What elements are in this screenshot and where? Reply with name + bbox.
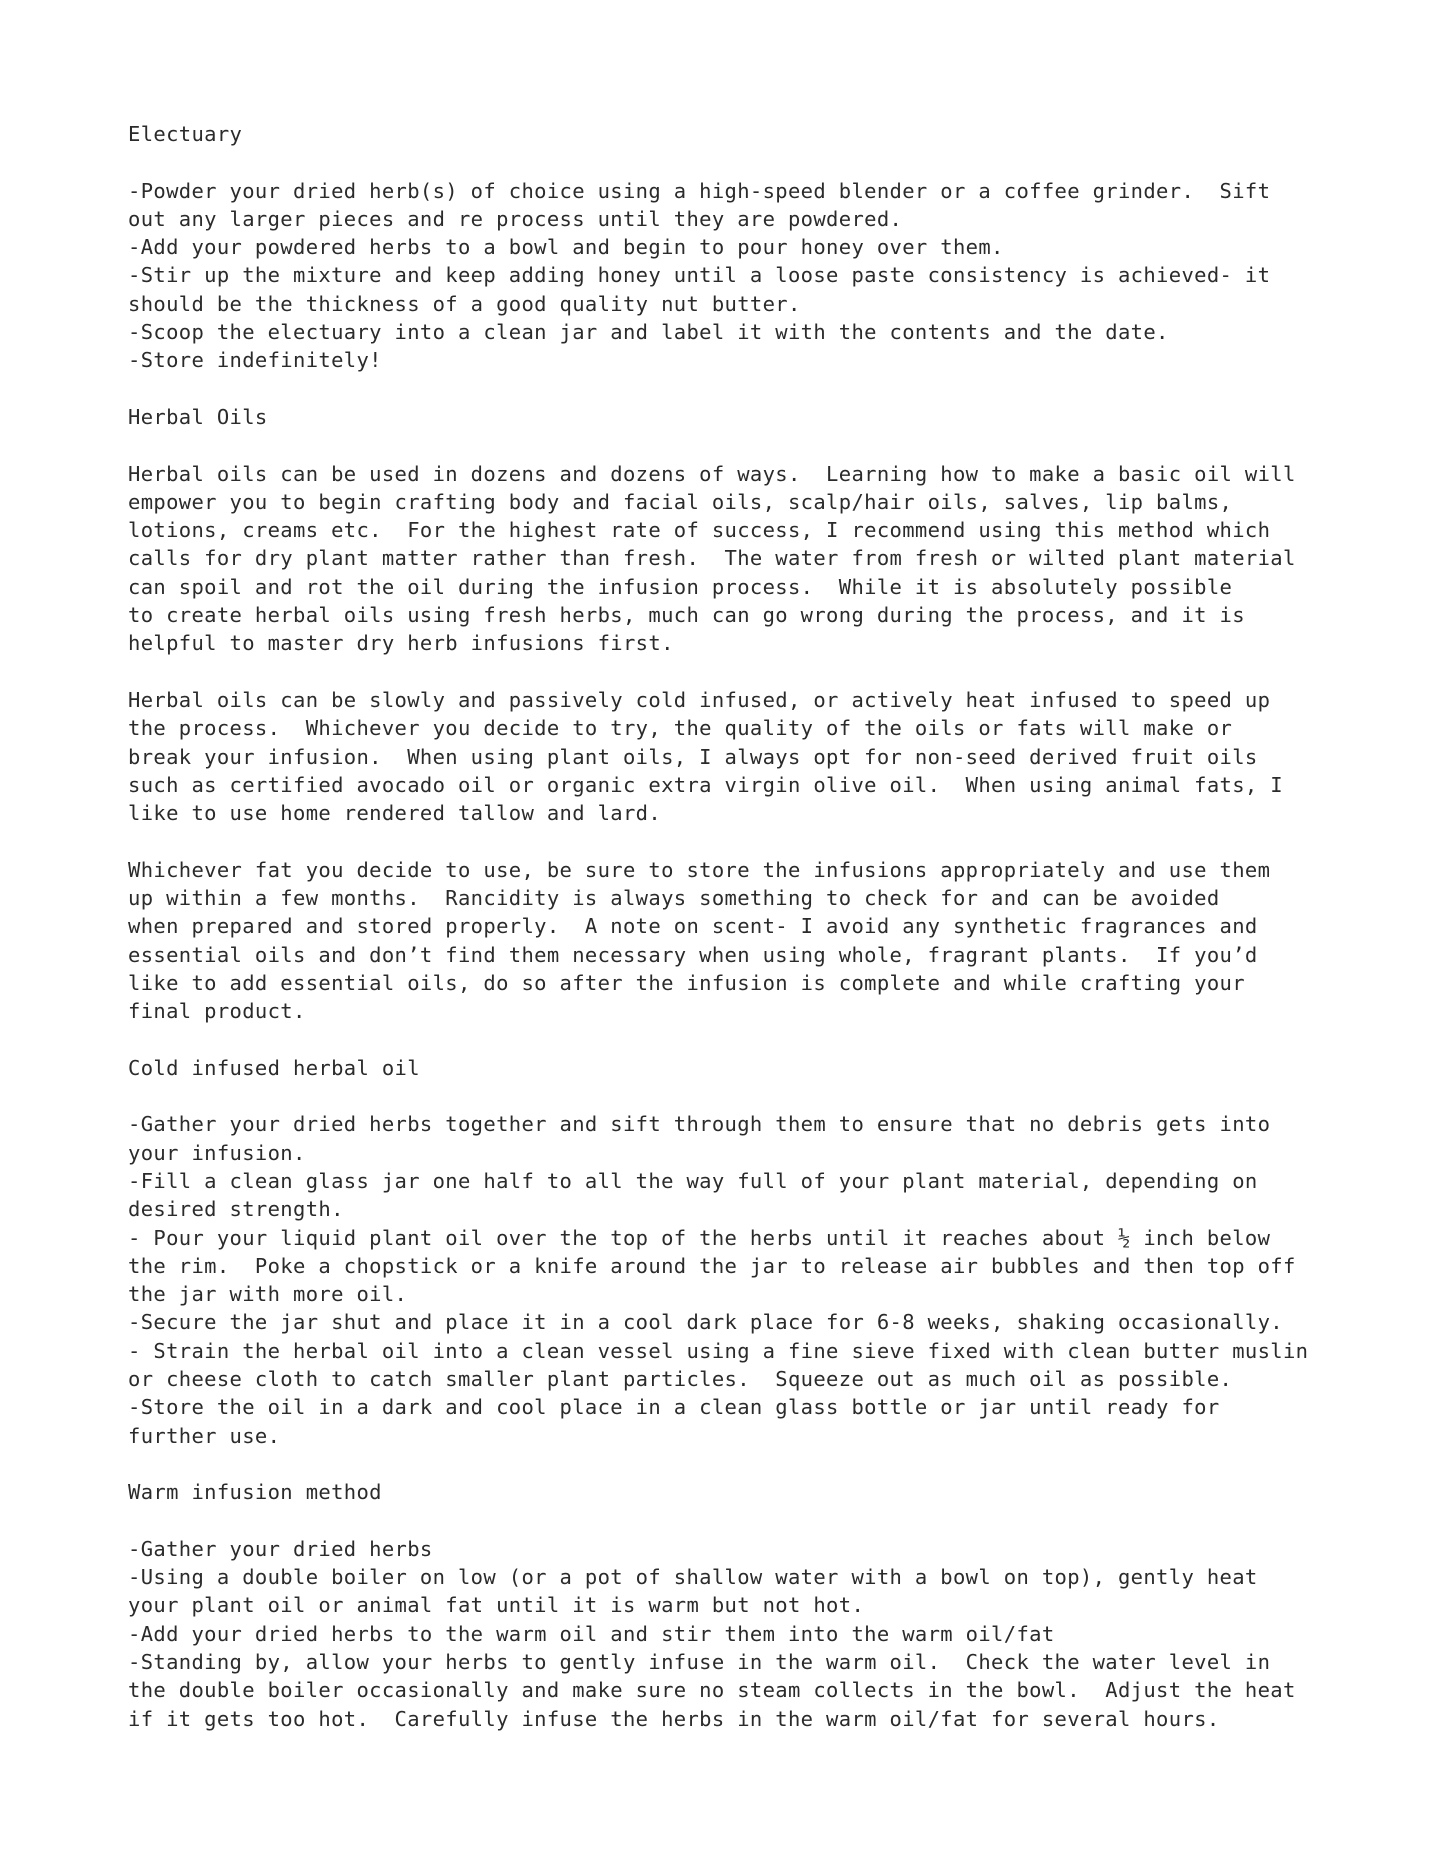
text-line: desired strength. bbox=[128, 1197, 344, 1222]
blank-line bbox=[128, 1450, 1338, 1478]
blank-line bbox=[128, 1507, 1338, 1535]
text-line: the process. Whichever you decide to try, the quality of the oils or fats will make or bbox=[128, 716, 1233, 741]
text-line: break your infusion. When using plant oils, I always opt for non-seed derived fruit oils bbox=[128, 744, 1258, 769]
text-line: -Gather your dried herbs together and sift through them to ensure that no debris gets into bbox=[128, 1112, 1271, 1137]
text-line: -Add your powdered herbs to a bowl and begin to pour honey over them. bbox=[128, 235, 1004, 260]
text-line: Herbal oils can be used in dozens and dozens of ways. Learning how to make a basic oil will bbox=[128, 461, 1296, 486]
text-line: further use. bbox=[128, 1423, 281, 1448]
text-line: -Add your dried herbs to the warm oil and stir them into the warm oil/fat bbox=[128, 1621, 1055, 1646]
text-line: -Fill a clean glass jar one half to all the way full of your plant material, depending on bbox=[128, 1168, 1258, 1193]
text-line: -Store indefinitely! bbox=[128, 348, 382, 373]
text-line: out any larger pieces and re process until they are powdered. bbox=[128, 206, 903, 231]
text-line: should be the thickness of a good quality nut butter. bbox=[128, 291, 801, 316]
blank-line bbox=[128, 431, 1338, 459]
text-line: -Stir up the mixture and keep adding honey until a loose paste consistency is achieved- it bbox=[128, 263, 1271, 288]
text-line: essential oils and don’t find them necessary when using whole, fragrant plants. If you’d bbox=[128, 942, 1258, 967]
text-line: calls for dry plant matter rather than fresh. The water from fresh or wilted plant material bbox=[128, 546, 1296, 571]
text-line: -Secure the jar shut and place it in a cool dark place for 6-8 weeks, shaking occasionally. bbox=[128, 1310, 1283, 1335]
text-line: -Standing by, allow your herbs to gently infuse in the warm oil. Check the water level in bbox=[128, 1650, 1271, 1675]
text-line: Herbal oils can be slowly and passively cold infused, or actively heat infused to speed up bbox=[128, 687, 1271, 712]
text-line: like to add essential oils, do so after the infusion is complete and while crafting your bbox=[128, 970, 1245, 995]
text-line: -Gather your dried herbs bbox=[128, 1536, 433, 1561]
text-line: if it gets too hot. Carefully infuse the herbs in the warm oil/fat for several hours. bbox=[128, 1706, 1220, 1731]
text-line: or cheese cloth to catch smaller plant particles. Squeeze out as much oil as possible. bbox=[128, 1367, 1233, 1392]
text-line: up within a few months. Rancidity is always something to check for and can be avoided bbox=[128, 886, 1220, 911]
text-line: - Pour your liquid plant oil over the top of the herbs until it reaches about ½ inch below bbox=[128, 1225, 1271, 1250]
blank-line bbox=[128, 375, 1338, 403]
text-line: -Store the oil in a dark and cool place in a clean glass bottle or jar until ready for bbox=[128, 1395, 1220, 1420]
text-line: the double boiler occasionally and make sure no steam collects in the bowl. Adjust the heat bbox=[128, 1678, 1296, 1703]
blank-line bbox=[128, 658, 1338, 686]
text-line: like to use home rendered tallow and lard. bbox=[128, 801, 662, 826]
text-line: -Using a double boiler on low (or a pot of shallow water with a bowl on top), gently heat bbox=[128, 1565, 1258, 1590]
blank-line bbox=[128, 148, 1338, 176]
text-line: - Strain the herbal oil into a clean vessel using a fine sieve fixed with clean butter muslin bbox=[128, 1338, 1309, 1363]
text-line: your plant oil or animal fat until it is warm but not hot. bbox=[128, 1593, 865, 1618]
text-line: your infusion. bbox=[128, 1140, 306, 1165]
text-line: lotions, creams etc. For the highest rate of success, I recommend using this method which bbox=[128, 518, 1271, 543]
text-line: such as certified avocado oil or organic extra virgin olive oil. When using animal fats, I bbox=[128, 772, 1283, 797]
text-line: to create herbal oils using fresh herbs, much can go wrong during the process, and it is bbox=[128, 603, 1245, 628]
text-line: Whichever fat you decide to use, be sure to store the infusions appropriately and use them bbox=[128, 857, 1271, 882]
document-page bbox=[128, 120, 1338, 1733]
text-line: the rim. Poke a chopstick or a knife around the jar to release air bubbles and then top off bbox=[128, 1253, 1296, 1278]
blank-line bbox=[128, 1026, 1338, 1054]
text-line: empower you to begin crafting body and facial oils, scalp/hair oils, salves, lip balms, bbox=[128, 489, 1233, 514]
section-heading: Warm infusion method bbox=[128, 1480, 382, 1505]
text-line: the jar with more oil. bbox=[128, 1282, 408, 1307]
section-heading: Electuary bbox=[128, 122, 243, 146]
section-heading: Cold infused herbal oil bbox=[128, 1055, 420, 1080]
blank-line bbox=[128, 827, 1338, 855]
section-heading: Herbal Oils bbox=[128, 404, 268, 429]
blank-line bbox=[128, 1082, 1338, 1110]
text-line: when prepared and stored properly. A note on scent- I avoid any synthetic fragrances and bbox=[128, 914, 1258, 939]
text-line: -Scoop the electuary into a clean jar and label it with the contents and the date. bbox=[128, 320, 1169, 345]
text-line: -Powder your dried herb(s) of choice using a high-speed blender or a coffee grinder. Sift bbox=[128, 178, 1271, 203]
text-line: final product. bbox=[128, 999, 306, 1024]
text-line: helpful to master dry herb infusions first. bbox=[128, 631, 674, 656]
text-line: can spoil and rot the oil during the infusion process. While it is absolutely possible bbox=[128, 574, 1233, 599]
